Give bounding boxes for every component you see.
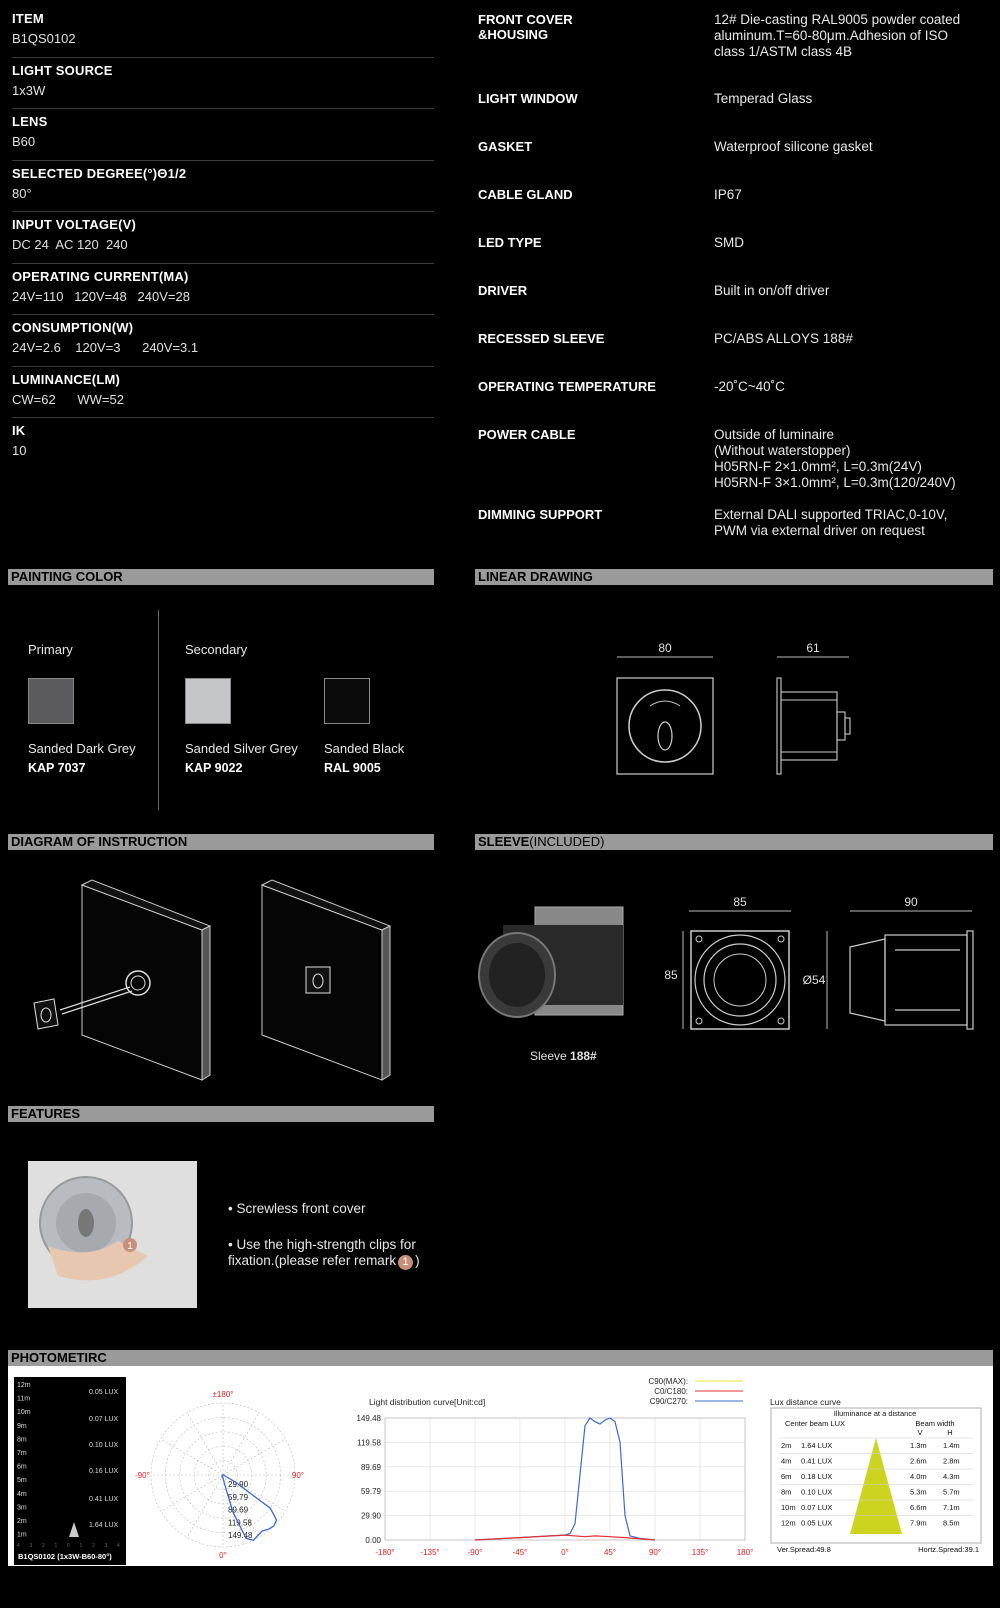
sleeve-height-label: 85 [664,968,678,982]
spec-value: Outside of luminaire (Without waterstopper) H05RN-F 2×1.0mm², L=0.3m(24V) H05RN-F 3×1.0mm², L=0.3m(120/240V) [714,427,956,490]
section-sleeve [475,834,993,850]
x-tick-label: 0° [561,1548,569,1557]
spec-value: B60 [12,134,36,149]
swatch-code: RAL 9005 [324,761,381,775]
lux-label: 0.10 LUX [89,1442,119,1449]
lux-col-header: H [947,1428,953,1437]
lux-ver-spread: Ver.Spread:49.8 [777,1545,831,1554]
polar-spoke [161,1475,223,1511]
spec-value: Built in on/off driver [714,283,830,298]
x-tick-label: -180° [375,1548,395,1557]
side-depth-label: 61 [806,641,820,655]
swatch-code: KAP 7037 [28,761,86,775]
spec-label: INPUT VOLTAGE(V) [12,217,137,232]
legend-label: C0/C180: [654,1387,688,1396]
feature-item-cont: fixation.(please refer remark 1 ) [228,1253,420,1268]
lux-beam-v: 5.3m [910,1487,927,1497]
spec-value: DC 24 AC 120 240 [12,237,128,252]
x-tick-label: 135° [691,1548,709,1557]
lux-beam-v: 4.0m [910,1472,927,1481]
lux-beam-h: 8.5m [943,1518,960,1528]
spec-label: CABLE GLAND [478,187,573,202]
polar-angle-label: 0° [219,1551,227,1560]
distance-label: 1m [17,1531,27,1539]
spec-value: 80° [12,185,32,201]
lux-value: 0.07 LUX [801,1503,833,1512]
lux-beam-h: 4.3m [943,1472,960,1481]
lux-hor-spread: Hortz.Spread:39.1 [918,1545,979,1554]
spec-row [478,91,993,139]
section-photometric: PHOTOMETIRC [8,1350,993,1366]
polar-spoke [223,1439,285,1475]
spec-label: LUMINANCE(LM) [12,371,121,387]
spec-label: FRONT COVER &HOUSING [478,12,573,42]
distance-label: 2m [17,1518,27,1525]
y-tick-label: 119.58 [357,1438,381,1448]
lux-distance: 12m [781,1518,796,1528]
lux-curve-title: Lux distance curve [770,1397,841,1407]
lux-col-header: Center beam LUX [784,1419,846,1428]
lux-label: 0.16 LUX [89,1468,119,1475]
lux-distance: 6m [781,1472,792,1481]
color-divider [158,610,159,810]
polar-ring-label: 119.58 [228,1518,252,1528]
polar-spoke [223,1413,259,1475]
section-features: FEATURES [8,1106,434,1122]
swatch-code: KAP 9022 [185,761,243,775]
swatch-dark-grey [28,678,74,724]
distance-caption: B1QS0102 (1x3W-B60-80°) [18,1552,112,1561]
lux-beam-v: 7.9m [910,1518,927,1528]
spec-value: Waterproof silicone gasket [714,139,873,154]
y-tick-label: 0.00 [365,1536,381,1545]
spec-row [12,315,434,367]
spec-value: B1QS0102 [12,31,76,46]
lux-col-header: V [917,1428,923,1437]
distance-label: 3m [17,1504,27,1512]
sleeve-title: SLEEVE [478,834,530,849]
lux-beam-h: 2.8m [943,1456,960,1466]
scale-tick: 1 [79,1543,83,1549]
sleeve-caption: Sleeve 188# [530,1049,597,1063]
feature-item: • Use the high-strength clips for [228,1237,416,1252]
distance-label: 8m [17,1436,27,1444]
y-tick-label: 29.90 [360,1511,381,1521]
lux-beam-h: 1.4m [943,1441,960,1450]
scale-tick: 3 [104,1543,108,1549]
legend-label: C90/C270: [649,1397,688,1406]
x-tick-label: 180° [736,1548,754,1557]
distance-label: 5m [17,1477,27,1485]
sleeve-side-view [850,931,973,1029]
feature-item: • Screwless front cover [228,1201,366,1216]
section-diagram-instruction: DIAGRAM OF INSTRUCTION [8,834,434,850]
left-spec-table [12,6,434,470]
lux-beam-v: 1.3m [910,1441,927,1450]
spec-label: LIGHT WINDOW [478,91,578,106]
remark-icon: 1 [398,1255,413,1270]
lux-col-header: Beam width [915,1419,955,1428]
polar-spoke [161,1439,223,1475]
spec-value: CW=62 WW=52 [12,391,124,407]
spec-row [12,212,434,264]
polar-ring-label: 29.90 [228,1480,249,1489]
lux-value: 0.18 LUX [801,1472,833,1481]
y-tick-label: 149.48 [356,1414,381,1423]
scale-tick: 4 [117,1543,120,1549]
section-painting-color: PAINTING COLOR [8,569,434,585]
scale-tick: 3 [29,1543,33,1549]
scale-tick: 4 [17,1543,20,1549]
lux-table-title: Illuminance at a distance [833,1409,917,1418]
polar-chart [130,1390,330,1560]
secondary-label: Secondary [185,642,248,657]
lux-beam-v: 6.6m [910,1503,927,1512]
polar-spoke [187,1413,223,1475]
distance-label: 9m [17,1422,27,1430]
lux-beam-v: 2.6m [910,1456,927,1466]
lux-value: 0.41 LUX [801,1456,833,1466]
side-view [777,678,850,774]
chart-title: Light distribution curve[Unit:cd] [369,1397,486,1407]
lux-value: 0.05 LUX [801,1518,833,1528]
spec-row [478,283,993,331]
spec-value: SMD [714,235,744,250]
lux-label: 0.07 LUX [89,1416,119,1423]
primary-label: Primary [28,642,73,657]
swatch-black [324,678,370,724]
lux-label: 0.05 LUX [89,1389,119,1396]
spec-value: 1x3W [12,82,46,98]
lux-beam-h: 5.7m [943,1487,960,1497]
distance-panel [14,1377,126,1565]
swatch-silver-grey [185,678,231,724]
feature-photo [28,1161,197,1308]
spec-label: OPERATING TEMPERATURE [478,379,656,394]
right-spec-table [478,12,993,555]
spec-label: DRIVER [478,283,528,298]
spec-row [478,235,993,283]
polar-spoke [187,1475,223,1537]
spec-value: -20˚C~40˚C [714,379,785,394]
spec-row [12,109,434,161]
spec-label: GASKET [478,139,533,154]
spec-label: LENS [12,114,48,129]
spec-label: ITEM [12,11,44,26]
lux-value: 0.10 LUX [801,1487,833,1497]
sleeve-depth-label: 90 [904,895,918,909]
x-tick-label: 45° [603,1548,617,1557]
spec-label: IK [12,423,26,438]
spec-value: IP67 [714,187,742,202]
lux-value: 1.64 LUX [801,1441,833,1450]
scale-tick: 1 [54,1543,58,1549]
distance-label: 10m [17,1409,31,1417]
wall-panel-open [34,880,210,1080]
distance-label: 11m [17,1395,31,1403]
sleeve-width-label: 85 [733,895,747,909]
distance-label: 6m [17,1463,27,1471]
spec-value: 24V=2.6 120V=3 240V=3.1 [12,340,199,355]
polar-ring-label: 59.79 [228,1492,249,1502]
x-tick-label: -90° [467,1548,483,1557]
spec-label: POWER CABLE [478,427,576,442]
spec-label: LED TYPE [478,235,542,250]
spec-row [12,418,434,470]
lux-distance: 8m [781,1487,792,1497]
lux-distance: 10m [781,1503,796,1512]
section-linear-drawing: LINEAR DRAWING [475,569,993,585]
spec-row [478,379,993,427]
spec-row [478,427,993,507]
sleeve-title-note: (INCLUDED) [529,834,605,849]
lux-distance: 4m [781,1456,792,1466]
lux-label: 1.64 LUX [89,1522,119,1529]
spec-label: CONSUMPTION(W) [12,320,134,335]
scale-tick: 2 [92,1543,95,1549]
front-view [617,678,713,774]
installation-diagram [30,875,430,1090]
scale-tick: 2 [42,1543,45,1549]
sleeve-photo [479,907,623,1017]
spec-row [12,264,434,316]
remark-badge: 1 [127,1241,133,1252]
spec-value: 12# Die-casting RAL9005 powder coated aluminum.T=60-80μm.Adhesion of ISO class 1/ASTM class 4B [714,12,961,59]
polar-ring-label: 89.69 [228,1505,249,1515]
spec-label: SELECTED DEGREE(°)Θ1/2 [12,165,187,181]
lux-distance-table [765,1398,990,1563]
polar-angle-label: -90° [135,1471,150,1480]
spec-value: 10 [12,443,27,458]
spec-row [12,367,434,419]
distance-label: 7m [17,1450,27,1457]
y-tick-label: 59.79 [360,1487,381,1497]
sleeve-drawing [475,895,995,1065]
spec-row [478,507,993,555]
spec-row [12,161,434,213]
spec-row [478,187,993,235]
spec-row [478,12,993,91]
sleeve-diameter-label: Ø54 [802,973,826,987]
distance-label: 4m [17,1490,27,1498]
spec-row [478,331,993,379]
lux-label: 0.41 LUX [89,1496,119,1503]
spec-label: DIMMING SUPPORT [478,507,603,522]
y-tick-label: 89.69 [360,1462,381,1472]
lux-distance: 2m [781,1441,792,1450]
spec-value: External DALI supported TRIAC,0-10V, PWM via external driver on request [714,507,948,538]
spec-row [478,139,993,187]
polar-angle-label: 90° [291,1471,304,1480]
spec-label: LIGHT SOURCE [12,62,113,78]
front-width-label: 80 [658,641,672,655]
legend-label: C90(MAX): [648,1377,688,1386]
scale-tick: 0 [67,1543,70,1549]
linear-drawing [600,630,880,780]
spec-row [12,6,434,58]
x-tick-label: -45° [512,1548,528,1557]
x-tick-label: -135° [420,1548,440,1557]
polar-ring-label: 149.48 [228,1531,253,1541]
spec-label: RECESSED SLEEVE [478,331,605,346]
spec-value: Temperad Glass [714,91,813,106]
distance-label: 12m [17,1382,31,1389]
spec-label: OPERATING CURRENT(MA) [12,268,189,284]
polar-angle-label: ±180° [212,1390,234,1399]
swatch-name: Sanded Silver Grey [185,741,298,756]
swatch-name: Sanded Black [324,741,405,756]
wall-panel-installed [262,880,390,1080]
lux-beam-h: 7.1m [943,1503,960,1512]
x-tick-label: 90° [648,1548,662,1557]
sleeve-front-view [691,931,789,1029]
spec-row [12,58,434,110]
spec-value: PC/ABS ALLOYS 188# [714,331,853,346]
swatch-name: Sanded Dark Grey [28,741,136,756]
spec-value: 24V=110 120V=48 240V=28 [12,288,190,304]
